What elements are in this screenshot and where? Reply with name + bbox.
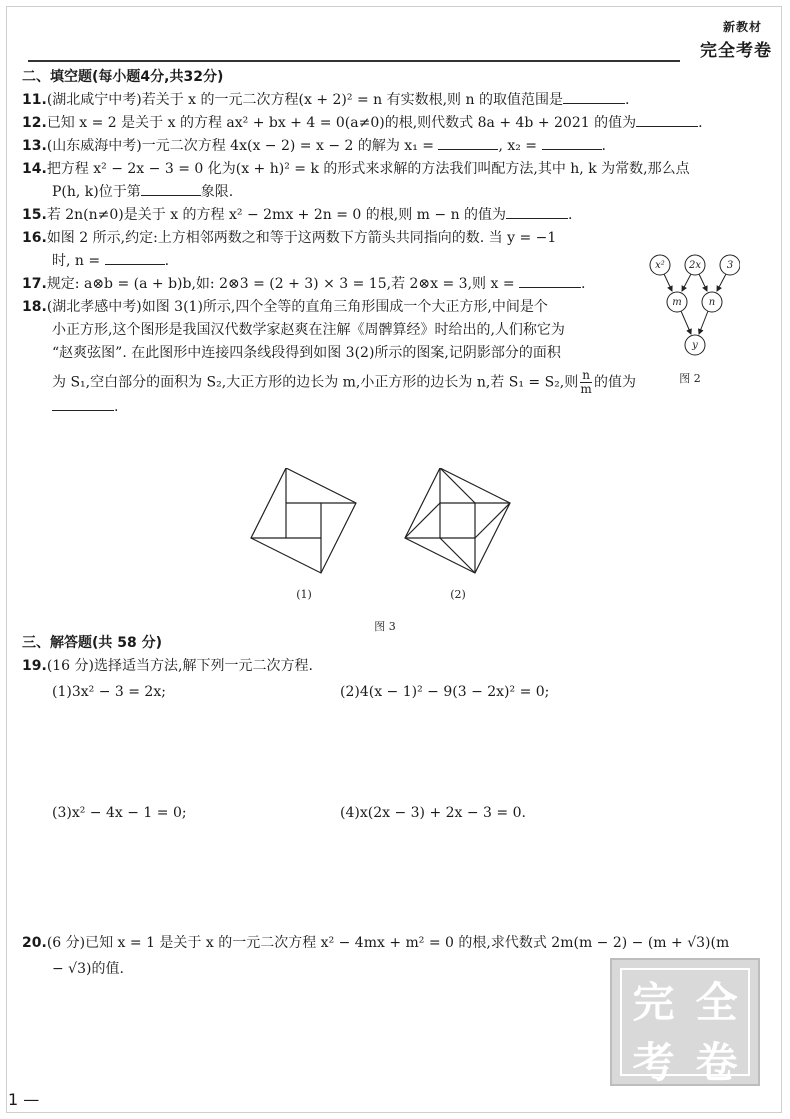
question-text: 如图 2 所示,约定:上方相邻两数之和等于这两数下方箭头共同指向的数. 当 y = −1 <box>46 230 557 246</box>
answer-blank-x1[interactable] <box>438 135 498 150</box>
question-text: 的值为 <box>593 374 636 391</box>
brand-subtitle: 新教材 <box>722 20 762 34</box>
big-square-1 <box>251 468 356 573</box>
brand-title: 完全考卷 <box>700 41 772 61</box>
question-number: 19. <box>22 658 47 674</box>
node-label: x² <box>655 260 665 271</box>
small-square-2 <box>440 503 475 538</box>
question-14-cont <box>22 181 752 204</box>
question-text: . <box>114 399 119 415</box>
question-18-line3: “赵爽弦图”. 在此图形中连接四条线段得到如图 3(2)所示的图案,记阴影部分的面积 <box>52 345 561 361</box>
question-number: 16. <box>22 230 47 246</box>
question-text: (6 分)已知 x = 1 是关于 x 的一元二次方程 x² − 4mx + m² = 0 的根,求代数式 2m(m − 2) − (m + √3)(m <box>46 935 730 951</box>
figure-2-diagram <box>640 250 740 390</box>
small-square-1 <box>286 503 321 538</box>
question-text: 已知 x = 2 是关于 x 的方程 ax² + bx + 4 = 0(a≠0)的根,则代数式 8a + 4b + 2021 的值为 <box>46 115 637 131</box>
question-12: 12.已知 x = 2 是关于 x 的方程 ax² + bx + 4 = 0(a≠0)的根,则代数式 8a + 4b + 2021 的值为 . <box>22 112 752 135</box>
question-18-line5 <box>22 396 752 419</box>
question-number: 18. <box>22 299 47 315</box>
question-number: 15. <box>22 207 47 223</box>
question-text: P(h, k)位于第 <box>52 184 141 200</box>
q19-part-3: (3)x² − 4x − 1 = 0; <box>52 805 187 821</box>
arrow <box>682 274 691 291</box>
figure-3-caption: 图 3 <box>374 620 396 633</box>
question-15 <box>22 204 752 227</box>
question-text: (湖北咸宁中考)若关于 x 的一元二次方程(x + 2)² = n 有实数根,则 n 的取值范围是 <box>46 92 563 108</box>
arrow <box>681 311 691 334</box>
question-text: (湖北孝感中考)如图 3(1)所示,四个全等的直角三角形围成一个大正方形,中间是个 <box>46 299 548 315</box>
question-number: 14. <box>22 161 47 177</box>
question-19 <box>22 655 752 678</box>
arrow <box>664 274 672 291</box>
question-number: 20. <box>22 935 47 951</box>
node-label: 2x <box>688 260 702 271</box>
figure-3-diagram <box>250 468 550 638</box>
question-13 <box>22 135 752 158</box>
node-label: y <box>692 340 698 351</box>
q19-part-4: (4)x(2x − 3) + 2x − 3 = 0. <box>340 805 526 821</box>
figure-2-caption: 图 2 <box>679 372 701 385</box>
question-text: (16 分)选择适当方法,解下列一元二次方程. <box>46 658 313 674</box>
question-text: 为 S₁,空白部分的面积为 S₂,大正方形的边长为 m,小正方形的边长为 n,若 S₁ = S₂,则 <box>52 374 579 391</box>
figure-3 <box>250 468 550 638</box>
question-text: 时, n = <box>52 253 105 269</box>
answer-blank[interactable] <box>563 89 625 104</box>
answer-blank[interactable] <box>105 250 165 265</box>
fraction-denominator: m <box>580 382 592 396</box>
big-square-2 <box>405 468 510 573</box>
question-text: . <box>568 207 573 223</box>
question-20-line1 <box>22 930 762 956</box>
header-rule <box>28 60 680 62</box>
brand-seal-stamp <box>610 958 760 1086</box>
answer-blank[interactable] <box>519 273 581 288</box>
question-text: . <box>164 253 170 269</box>
figure-2 <box>640 250 740 390</box>
arrow <box>717 274 726 291</box>
answer-blank[interactable] <box>636 112 698 127</box>
answer-blank[interactable] <box>141 181 201 196</box>
node-label: m <box>672 297 682 308</box>
answer-blank[interactable] <box>506 204 568 219</box>
question-text: 象限. <box>200 184 234 200</box>
question-text: , x₂ = <box>498 138 542 154</box>
seal-char: 全 <box>695 978 738 1027</box>
seal-char: 考 <box>632 1038 675 1087</box>
section-2-heading: 二、填空题(每小题4分,共32分) <box>22 69 224 85</box>
question-text: 规定: a⊗b = (a + b)b,如: 2⊗3 = (2 + 3) × 3 = 15,若 2⊗x = 3,则 x = <box>46 276 520 292</box>
question-number: 13. <box>22 138 47 154</box>
section-3 <box>22 632 752 678</box>
seal-char: 完 <box>632 978 675 1027</box>
question-text: 若 2n(n≠0)是关于 x 的方程 x² − 2mx + 2n = 0 的根,则 m − n 的值为 <box>46 207 507 223</box>
arrow <box>699 274 707 291</box>
question-number: 11. <box>22 92 47 108</box>
section-3-heading: 三、解答题(共 58 分) <box>22 635 163 651</box>
question-11: 11.(湖北咸宁中考)若关于 x 的一元二次方程(x + 2)² = n 有实数根,则 n 的取值范围是 . <box>22 89 752 112</box>
answer-blank[interactable] <box>52 396 114 411</box>
seal-char: 卷 <box>695 1038 738 1087</box>
question-20-line2: − √3)的值. <box>52 961 124 977</box>
fraction-n-over-m <box>580 369 592 396</box>
arrow <box>699 311 708 334</box>
q19-part-1: (1)3x² − 3 = 2x; <box>52 684 166 700</box>
question-text: (山东威海中考)一元二次方程 4x(x − 2) = x − 2 的解为 x₁ = <box>46 138 439 154</box>
node-label: n <box>708 297 716 308</box>
brand-header <box>700 18 772 61</box>
page-number: 1 — <box>8 1090 40 1109</box>
figure-3-label-1: (1) <box>296 588 312 601</box>
question-number: 12. <box>22 115 47 131</box>
question-14 <box>22 158 752 181</box>
figure-3-label-2: (2) <box>450 588 466 601</box>
fraction-numerator: n <box>582 368 590 382</box>
node-label: 3 <box>726 260 734 271</box>
question-18-line2: 小正方形,这个图形是我国汉代数学家赵爽在注解《周髀算经》时给出的,人们称它为 <box>52 322 565 338</box>
q19-part-2: (2)4(x − 1)² − 9(3 − 2x)² = 0; <box>340 684 550 700</box>
question-16 <box>22 227 752 250</box>
question-text: . <box>581 276 586 292</box>
question-number: 17. <box>22 276 47 292</box>
question-text: . <box>601 138 606 154</box>
answer-blank-x2[interactable] <box>542 135 602 150</box>
question-text: 把方程 x² − 2x − 3 = 0 化为(x + h)² = k 的形式来求解的方法我们叫配方法,其中 h, k 为常数,那么点 <box>46 161 690 177</box>
